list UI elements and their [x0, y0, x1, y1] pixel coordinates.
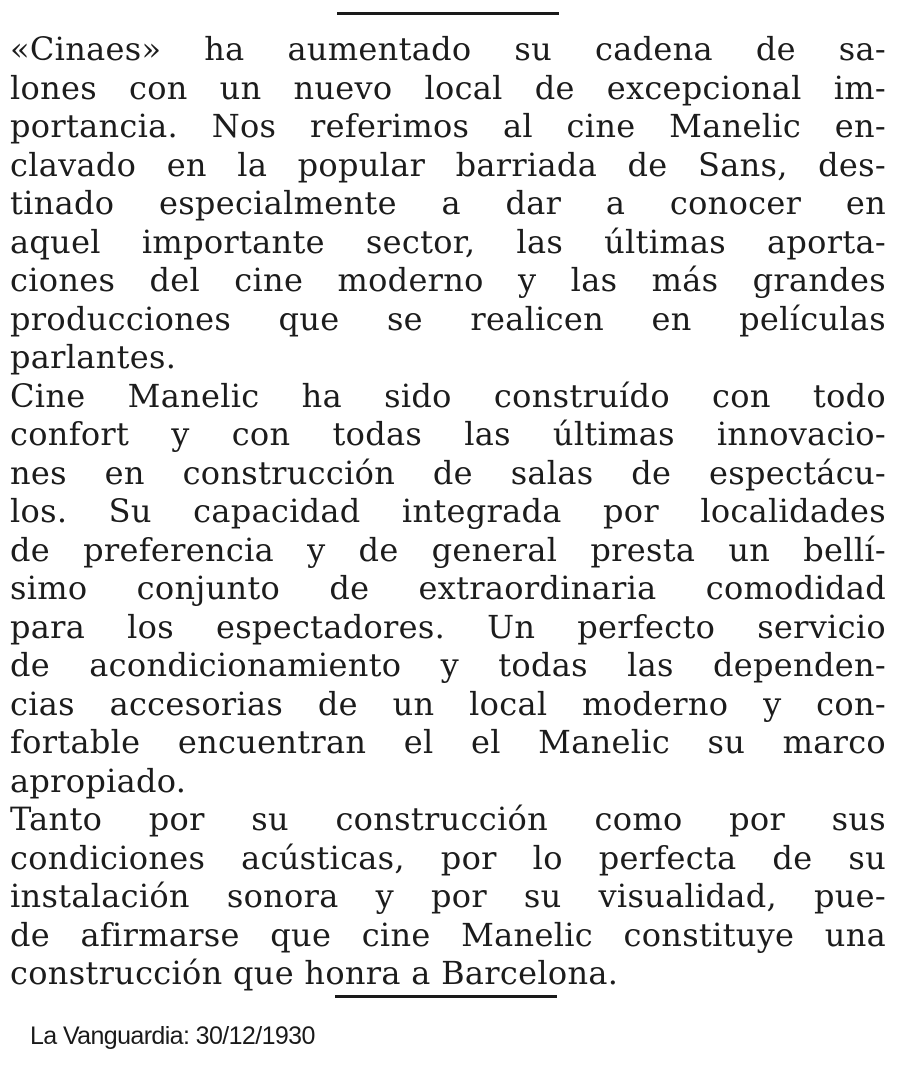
- text-line: fortable encuentran el el Manelic su marco: [10, 723, 886, 761]
- text-line: de afirmarse que cine Manelic constituye una: [10, 915, 886, 954]
- text-line: parlantes.: [10, 338, 177, 376]
- text-line: Tanto por su construcción como por sus: [10, 800, 886, 838]
- text-line: de preferencia y de general presta un bellí-: [10, 530, 886, 569]
- text-line: Cine Manelic ha sido construído con todo: [10, 376, 886, 415]
- paragraph-3: [10, 800, 886, 993]
- bottom-separator-rule: [335, 995, 557, 998]
- text-line: simo conjunto de extraordinaria comodidad: [10, 569, 886, 607]
- text-line: los. Su capacidad integrada por localidades: [10, 492, 886, 530]
- source-caption: La Vanguardia: 30/12/1930: [30, 1022, 315, 1050]
- text-line: construcción que honra a Barcelona.: [10, 954, 619, 992]
- text-line: condiciones acústicas, por lo perfecta de su: [10, 838, 886, 877]
- top-separator-rule: [337, 12, 559, 15]
- text-line: confort y con todas las últimas innovacio-: [10, 415, 886, 453]
- text-line: clavado en la popular barriada de Sans, des-: [10, 145, 886, 184]
- text-line: nes en construcción de salas de espectácu-: [10, 453, 886, 492]
- text-line: para los espectadores. Un perfecto servicio: [10, 607, 886, 646]
- text-line: «Cinaes» ha aumentado su cadena de sa-: [10, 30, 886, 68]
- text-line: apropiado.: [10, 761, 187, 800]
- text-line: instalación sonora y por su visualidad, pue-: [10, 877, 886, 915]
- paragraph-2: [10, 377, 886, 801]
- text-line: portancia. Nos referimos al cine Manelic en-: [10, 107, 886, 145]
- text-line: cias accesorias de un local moderno y con-: [10, 684, 886, 723]
- article-body: [10, 30, 886, 993]
- text-line: producciones que se realicen en películas: [10, 299, 886, 338]
- text-line: ciones del cine moderno y las más grandes: [10, 261, 886, 299]
- text-line: tinado especialmente a dar a conocer en: [10, 184, 886, 222]
- paragraph-1: [10, 30, 886, 377]
- text-line: lones con un nuevo local de excepcional im-: [10, 68, 886, 107]
- text-line: aquel importante sector, las últimas aporta-: [10, 222, 886, 261]
- text-line: de acondicionamiento y todas las dependen-: [10, 646, 886, 684]
